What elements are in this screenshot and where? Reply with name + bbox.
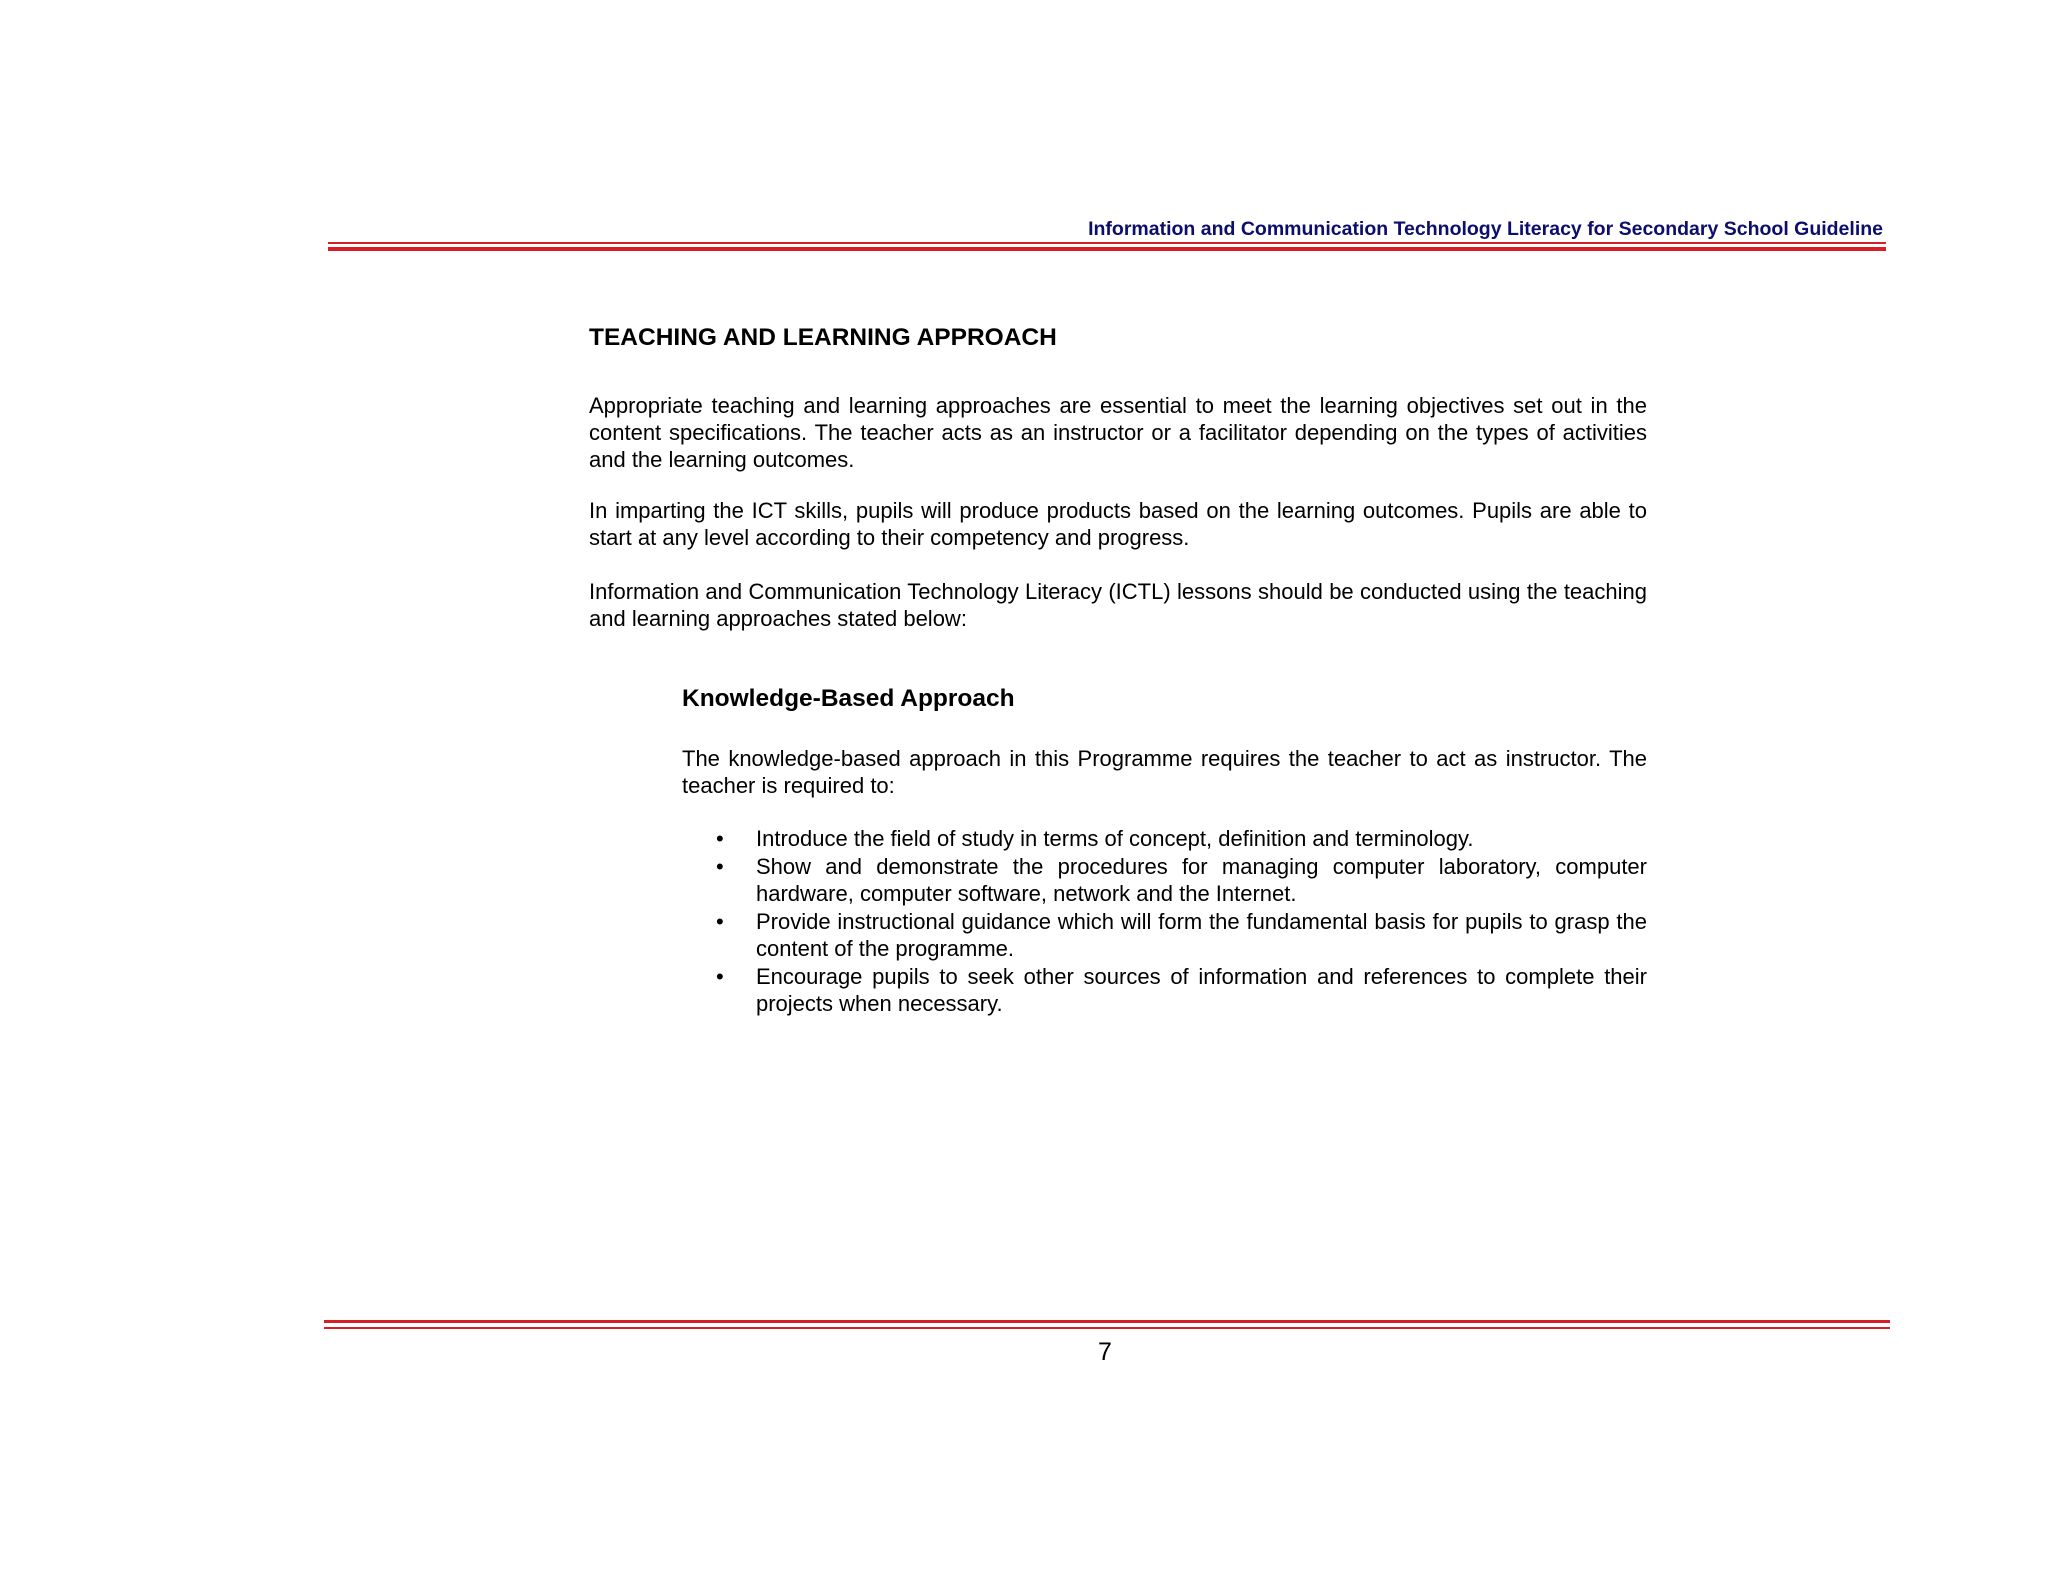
bullet-item xyxy=(682,825,1647,852)
bullet-item xyxy=(682,963,1647,1017)
paragraph-2: In imparting the ICT skills, pupils will produce products based on the learning outcomes. Pupils are able to start at any level according to their competency and progress. xyxy=(589,498,1647,550)
bullet-text: Encourage pupils to seek other sources of information and references to complete their projects when necessary. xyxy=(756,964,1647,1016)
footer-rule-bottom xyxy=(324,1327,1890,1329)
section-heading: TEACHING AND LEARNING APPROACH xyxy=(589,324,1057,351)
paragraph-3: Information and Communication Technology Literacy (ICTL) lessons should be conducted using the teaching and learning approaches stated below: xyxy=(589,579,1647,631)
bullet-icon: • xyxy=(716,854,724,879)
footer-rule-top xyxy=(324,1320,1890,1323)
bullet-text: Introduce the field of study in terms of concept, definition and terminology. xyxy=(756,826,1474,851)
bullet-icon: • xyxy=(716,826,724,851)
bullet-text: Provide instructional guidance which will form the fundamental basis for pupils to grasp the content of the programme. xyxy=(756,909,1647,961)
subsection-heading: Knowledge-Based Approach xyxy=(682,685,1015,712)
paragraph-1: Appropriate teaching and learning approaches are essential to meet the learning objectives set out in the content specifications. The teacher acts as an instructor or a facilitator depending on the types of activities and the learning outcomes. xyxy=(589,393,1647,472)
header-rule-bottom xyxy=(328,247,1886,251)
bullet-icon: • xyxy=(716,909,724,934)
subsection-intro: The knowledge-based approach in this Programme requires the teacher to act as instructor. The teacher is required to: xyxy=(682,746,1647,798)
bullet-list xyxy=(682,825,1647,1018)
bullet-text: Show and demonstrate the procedures for managing computer laboratory, computer hardware, computer software, network and the Internet. xyxy=(756,854,1647,906)
bullet-icon: • xyxy=(716,964,724,989)
header-rule-top xyxy=(328,242,1886,244)
document-header-title: Information and Communication Technology Literacy for Secondary School Guideline xyxy=(1088,218,1883,240)
page-number: 7 xyxy=(1098,1338,1112,1366)
bullet-item xyxy=(682,908,1647,962)
bullet-item xyxy=(682,853,1647,907)
